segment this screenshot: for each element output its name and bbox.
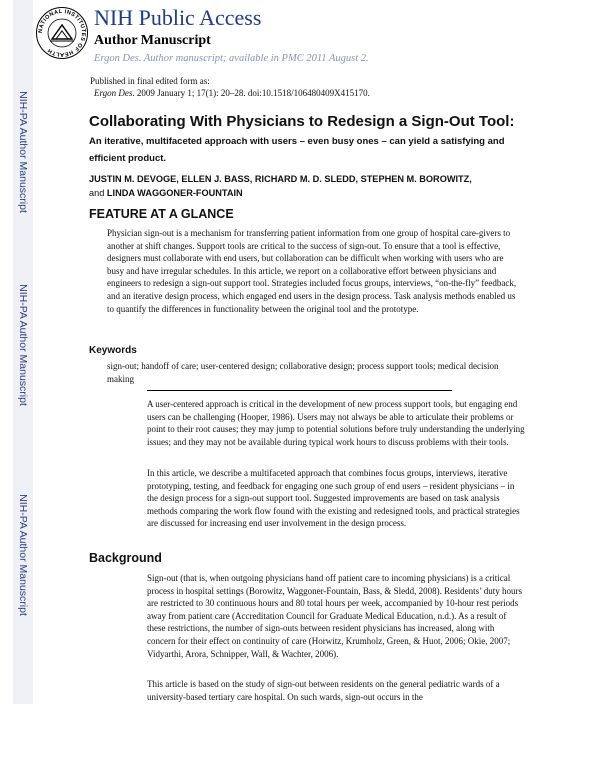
publication-citation bbox=[90, 87, 370, 99]
authors-and: and bbox=[89, 188, 105, 198]
feature-abstract: Physician sign-out is a mechanism for transferring patient information from one group of hospital care-givers to another at shift changes. Support tools are critical to the success of sign-out. To ensure that a tool is effective, designers must collaborate with end users, but collaboration can be difficult when working with users who are busy and have irregular schedules. In this article, we report on a collaborative effort between physicians and engineers to redesign a sign-out support tool. Strategies included focus groups, interviews, “on-the-fly” feedback, and an iterative design process, which engaged end users in the design process. Task analysis methods enabled us to quantify the differences in functionality between the original tool and the prototype. bbox=[107, 228, 517, 314]
nih-seal-icon bbox=[35, 6, 89, 60]
availability-note bbox=[94, 52, 369, 65]
publication-info bbox=[90, 75, 370, 99]
keywords-heading: Keywords bbox=[89, 345, 137, 356]
section-divider bbox=[147, 390, 452, 391]
citation-journal: Ergon Des bbox=[94, 88, 133, 98]
intro-paragraph-2: In this article, we describe a multifaceted approach that combines focus groups, interviews, iterative prototyping, testing, and feedback for engaging one such group of end users – resident physicians – in the design process for a sign-out support tool. Suggested improvements are based on task analysis methods comparing the work flow found with the existing and redesigned tools, and practical strategies are discussed for increasing end user involvement in the design process. bbox=[147, 468, 520, 529]
author-list bbox=[89, 172, 529, 200]
background-paragraph-1: Sign-out (that is, when outgoing physicians hand off patient care to incoming physicians) is a critical process in hospital settings (Borowitz, Waggoner-Fountain, Bass, & Sledd, 2008). Residents’ duty hours are restricted to 30 continuous hours and 80 total hours per week, accompanied by 10-hour rest periods away from patient care (Accreditation Council for Graduate Medical Education, n.d.). As a result of these restrictions, the number of sign-outs between resident physicians has increased, along with concern for their effect on continuity of care (Horwitz, Krumholz, Green, & Huot, 2006; Okie, 2007; Vidyarthi, Arora, Schnipper, Wall, & Wachter, 2006). bbox=[147, 573, 522, 659]
authors-line-2: LINDA WAGGONER-FOUNTAIN bbox=[106, 188, 243, 198]
background-heading: Background bbox=[89, 551, 162, 565]
article-title: Collaborating With Physicians to Redesign a Sign-Out Tool: bbox=[89, 113, 515, 130]
author-manuscript-label: Author Manuscript bbox=[94, 33, 211, 48]
background-paragraph-2: This article is based on the study of sign-out between residents on the general pediatric wards of a university-based tertiary care hospital. On such wards, sign-out occurs in the bbox=[147, 679, 500, 702]
keywords-list: sign-out; handoff of care; user-centered design; collaborative design; process support tools; medical decision making bbox=[107, 361, 499, 384]
availability-text: . Author manuscript; available in PMC 2011 August 2. bbox=[138, 53, 369, 64]
feature-heading: FEATURE AT A GLANCE bbox=[89, 207, 234, 221]
svg-text:NATIONAL INSTITUTES OF HEALTH: NATIONAL INSTITUTES OF HEALTH bbox=[37, 8, 87, 58]
availability-journal: Ergon Des bbox=[94, 53, 139, 64]
publication-intro: Published in final edited form as: bbox=[90, 76, 210, 86]
nih-public-access-title: NIH Public Access bbox=[94, 5, 262, 30]
article-subtitle: An iterative, multifaceted approach with users – even busy ones – can yield a satisfying and efficient product. bbox=[89, 136, 505, 164]
citation-details: . 2009 January 1; 17(1): 20–28. doi:10.1518/106480409X415170. bbox=[132, 88, 370, 98]
authors-line-1: JUSTIN M. DEVOGE, ELLEN J. BASS, RICHARD M. D. SLEDD, STEPHEN M. BOROWITZ, bbox=[89, 174, 472, 184]
intro-paragraph-1: A user-centered approach is critical in the development of new process support tools, but engaging end users can be challenging (Hooper, 1986). Users may not always be able to articulate their problems or point to their root causes; they may jump to potential solutions before truly understanding the underlying issues; and they may not be available during typical work hours to discuss problems with their tools. bbox=[147, 399, 525, 447]
